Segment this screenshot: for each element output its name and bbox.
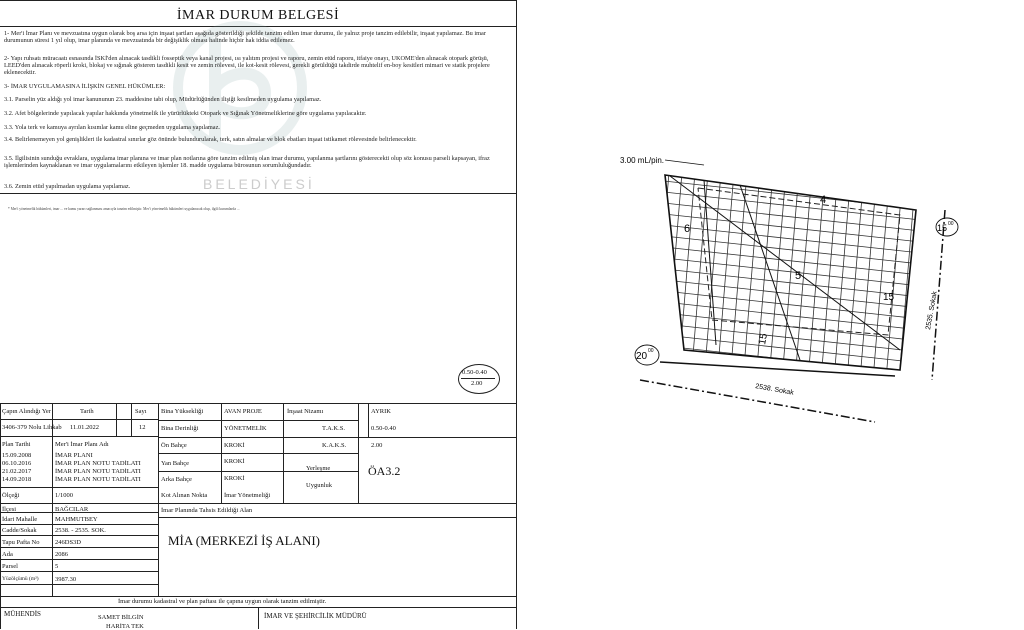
engineer-extra: HARİTA TEK xyxy=(106,623,144,630)
cap-no-value: 12 xyxy=(139,424,146,431)
table-col-line xyxy=(368,403,369,437)
uygunluk-label: Uygunluk xyxy=(306,482,332,489)
dimension-6: 6 xyxy=(684,223,691,235)
density-symbol-divider xyxy=(461,378,495,379)
cap-date-value: 11.01.2022 xyxy=(70,424,100,431)
paragraph-3-1: 3.1. Parselin yüz aldığı yol imar kanununun 23. maddesine tabi olup, Müdürlüğünden ilişiği kesilmeden uygulama yapılamaz. xyxy=(4,96,322,103)
parcel-label: Parsel xyxy=(2,563,18,570)
plan-name-label: Mer'i İmar Planı Adı xyxy=(55,441,109,448)
parcel-value: 5 xyxy=(55,563,59,570)
front-garden-label: Ön Bahçe xyxy=(161,442,187,449)
table-line xyxy=(158,453,358,454)
area-label: Yüzölçümü (m²) xyxy=(2,576,39,582)
grid-line-h xyxy=(655,257,930,287)
table-line xyxy=(0,503,516,504)
offset-leader xyxy=(665,160,704,165)
paragraph-3-heading: 3- İMAR UYGULAMASINA İLİŞKİN GENEL HÜKÜMLER: xyxy=(4,83,166,90)
paragraph-3-3: 3.3. Yola terk ve kamuya ayrılan kısımlar kamu eline geçmeden uygulama yapılamaz. xyxy=(4,124,220,131)
table-line xyxy=(158,437,516,438)
cap-date-label: Tarih xyxy=(80,408,94,415)
dimension-15-right: 15 xyxy=(883,292,895,303)
table-line xyxy=(0,419,158,420)
director-title: İMAR VE ŞEHİRCİLİK MÜDÜRÜ xyxy=(264,612,367,620)
table-col-line xyxy=(258,607,259,629)
area-value: 3987.30 xyxy=(55,576,77,583)
block-label: Ada xyxy=(2,551,13,558)
table-col-line xyxy=(116,403,117,436)
offset-label: 3.00 mL/pin. xyxy=(620,156,665,165)
rear-garden-label: Arka Bahçe xyxy=(161,476,192,483)
paragraph-3-4: 3.4. Belirlenemeyen yol genişlikleri ile kadastral sınırlar göz önünde bulundurularak, terk, satın almalar ve blok ebatları inşaat istikamet rölevesinde belirlenecektir. xyxy=(4,136,417,143)
table-col-line xyxy=(158,403,159,596)
cap-no-label: Sayı xyxy=(135,408,147,415)
document-title: İMAR DURUM BELGESİ xyxy=(176,8,340,23)
table-line xyxy=(0,487,158,488)
plan-name-2: İMAR PLAN NOTU TADİLATI xyxy=(55,460,141,467)
plan-date-1: 15.09.2008 xyxy=(2,452,32,459)
table-line xyxy=(158,517,516,518)
dimension-5: 5 xyxy=(795,270,802,282)
paragraph-2: 2- Yapı ruhsatı müracaatı esnasında İSKİ'den alınacak tasdikli fosseptik veya kanal projesi, ısı yalıtım projesi ve raporu, zemin etüd raporu, itfaiye onayı, UKOME'den alınacak otopark görüşü, LEED'den alınacak röperli kroki, blokaj ve sığınak gösteren tasdikli kesit ve zemin rölevesi, ile kot-kesit rölevesi, gerekli görüldüğü takdirde muhtelif en-boy kesitleri mimari ve statik projelere eklenecektir. xyxy=(4,55,490,76)
side-garden-value: KROKİ xyxy=(224,458,245,465)
grid-line-h xyxy=(655,235,930,265)
map-sheet-label: Tapu Pafta No xyxy=(2,539,40,546)
section-divider xyxy=(0,193,516,194)
site-plan-sketch xyxy=(600,140,1010,450)
road-width-20: 20 xyxy=(636,351,648,362)
paragraph-1: 1- Mer'i İmar Planı ve mevzuatına uygun olarak boş arsa için inşaat şartları aşağıda gösterildiği şekilde tanzim edilen imar durumu, ile yalnız proje tanzim edilebilir, inşaat yapılamaz. Bu imar durumunun süresi 1 yıl olup, imar planında ve mevzuatında bir değişiklik olması halinde hiçbir hak iddia edilemez. xyxy=(4,30,486,44)
plan-date-4: 14.09.2018 xyxy=(2,476,32,483)
paragraph-3-2: 3.2. Afet bölgelerinde yapılacak yapılar hakkında yönetmelik ile yürürlükteki Otopark ve Sığınak Yönetmeliklerine göre uygulama yapılacaktır. xyxy=(4,110,367,117)
table-col-line xyxy=(0,403,1,629)
district-value: BAĞCILAR xyxy=(55,506,89,513)
block-value: 2086 xyxy=(55,551,68,558)
zoning-allocation-value: MİA (MERKEZİ İŞ ALANI) xyxy=(168,533,321,548)
diagonal-1 xyxy=(670,176,900,350)
building-height-label: Bina Yüksekliği xyxy=(161,408,204,415)
scale-value: 1/1000 xyxy=(55,492,74,499)
taks-value: 0.50-0.40 xyxy=(371,425,396,432)
scale-label: Ölçeği xyxy=(2,492,20,499)
taks-label: T.A.K.S. xyxy=(322,425,345,432)
plan-name-1: İMAR PLANI xyxy=(55,452,93,459)
zoning-allocation-label: İmar Planında Tahsis Edildiği Alan xyxy=(161,507,253,514)
building-height-value: AVAN PROJE xyxy=(224,408,262,415)
grid-line-h xyxy=(655,213,930,243)
table-line xyxy=(0,571,158,572)
table-top-line xyxy=(0,403,516,404)
kaks-value: 2.00 xyxy=(371,442,383,449)
road-width-20-sup: 00 xyxy=(648,348,654,354)
table-line xyxy=(0,436,158,437)
table-col-line xyxy=(283,403,284,503)
plan-date-label: Plan Tarihi xyxy=(2,441,31,448)
yerlesme-label: Yerleşme xyxy=(306,465,331,472)
road-edge xyxy=(660,362,895,376)
dimension-15-bottom: 15 xyxy=(757,332,770,346)
footnote: * Mer'i yönetmelik hükümleri, imar ... ve kamu yararı sağlanması amacıyla tanzim edilmiştir. Mer'i yönetmelik hükümleri uygulanacak olup, ilgili kurumlarda ... xyxy=(8,207,240,211)
table-line xyxy=(0,524,158,525)
watermark-text: BELEDİYESİ xyxy=(203,176,315,192)
table-col-line xyxy=(52,403,53,596)
table-col-line xyxy=(358,403,359,503)
cap-place-label: Çapın Alındığı Yer xyxy=(2,408,51,415)
density-symbol-bottom: 2.00 xyxy=(471,380,483,387)
plan-name-3: İMAR PLAN NOTU TADİLATI xyxy=(55,468,141,475)
engineer-name: SAMET BİLGİN xyxy=(98,614,144,621)
building-depth-value: YÖNETMELİK xyxy=(224,425,267,432)
paragraph-3-5: 3.5. İlgilisinin sunduğu evraklara, uygulama imar planına ve imar plan notlarına göre tanzim edilmiş olan imar durumu, yapılanma şartlarını gösterecekti olup söz konusu parseli kapsayan, ifraz işlemlerinden kaynaklanan ve imar uygulamalarını etkileyen işlemler 18. madde uygulama bürosunun sorumluluğundadır. xyxy=(4,155,490,169)
road-width-15: 15 xyxy=(937,223,948,233)
plan-date-3: 21.02.2017 xyxy=(2,468,32,475)
side-garden-label: Yan Bahçe xyxy=(161,460,190,467)
table-line xyxy=(0,547,158,548)
table-col-line xyxy=(131,403,132,436)
engineer-role: MÜHENDİS xyxy=(4,610,41,618)
table-line xyxy=(0,559,158,560)
paragraph-3-6: 3.6. Zemin etüd yapılmadan uygulama yapılamaz. xyxy=(4,183,131,190)
table-col-line xyxy=(221,403,222,503)
front-garden-value: KROKİ xyxy=(224,442,245,449)
plan-name-4: İMAR PLAN NOTU TADİLATI xyxy=(55,476,141,483)
district-label: İlçesi xyxy=(2,506,17,513)
dimension-4: 4 xyxy=(820,194,827,206)
road-width-15-sup: 00 xyxy=(948,221,954,227)
street-2535-label: 2535. Sokak xyxy=(925,290,939,331)
construction-order-value: AYRIK xyxy=(371,408,391,415)
construction-order-label: İnşaat Nizamı xyxy=(287,408,324,415)
plan-date-2: 06.10.2016 xyxy=(2,460,32,467)
conformity-note: İmar durumu kadastral ve plan paftası ile çapına uygun olarak tanzim edilmiştir. xyxy=(118,598,327,605)
yerlesme-value: ÖA3.2 xyxy=(368,464,401,478)
table-line xyxy=(0,535,158,536)
street-value: 2538. - 2535. SOK. xyxy=(55,527,106,534)
table-line xyxy=(0,596,516,597)
table-line xyxy=(158,420,358,421)
cap-place-value: 3406-379 Nolu Lihkab xyxy=(2,424,62,431)
street-2538-label: 2538. Sokak xyxy=(754,383,795,397)
neighborhood-label: İdari Mahalle xyxy=(2,516,38,523)
density-symbol-top: 0.50-0.40 xyxy=(462,369,487,376)
table-line xyxy=(0,584,158,585)
kaks-label: K.A.K.S. xyxy=(322,442,347,449)
top-border-line xyxy=(0,0,516,1)
document-right-border xyxy=(516,0,517,629)
kot-value: İmar Yönetmeliği xyxy=(224,492,271,499)
map-sheet-value: 246DS3D xyxy=(55,539,82,546)
neighborhood-value: MAHMUTBEY xyxy=(55,516,98,523)
building-depth-label: Bina Derinliği xyxy=(161,425,199,432)
street-label: Cadde/Sokak xyxy=(2,527,37,534)
rear-garden-value: KROKİ xyxy=(224,475,245,482)
kot-label: Kot Alınan Nokta xyxy=(161,492,208,499)
